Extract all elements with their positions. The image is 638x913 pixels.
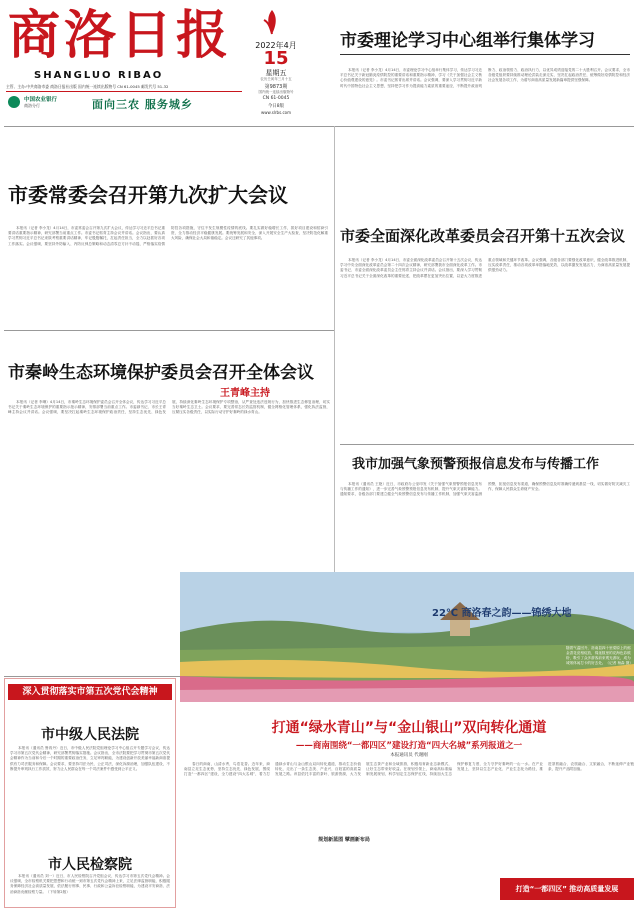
issue-number: 第9873期 (264, 84, 288, 90)
date-line: 2022年4月 (255, 41, 297, 50)
article-headline: 市委理论学习中心组举行集体学习 (340, 31, 595, 51)
feature-photo (180, 572, 634, 702)
article-text: 春日的商南，山清水秀，鸟语花香。近年来，商南县立足生态优势，坚持生态优先、绿色发展，围绕打造“一都四区”建设，全力建设“四大名城”，着力打通绿水青山与金山银山双向转化通道，推动生态价值转化，走出了一条生态美、产业兴、百姓富的高质量发展之路。该县依托丰富的茶叶、旅游资源，大力发展生态茶产业和全域旅游，积极培育新业态新模式，让好生态带来好收益。在规划引领上，商南高标准编制发展规划，科学划定生态保护红线，持续加大生态保护修复力度，全力守护好秦岭的一山一水。在产业发展上，坚持以生态产业化、产业生态化为路径，推进茶旅融合、农旅融合、文旅融合，不断延伸产业链条，提升产品附加值。 (184, 762, 634, 777)
article-text: 本报讯（通讯员 王艳）近日，市政府办公室印发《关于加强气象预警预报信息发布与传播工作的通知》，进一步完善气象预警预报信息发布机制，提升气象灾害防御能力。通知要求，各级各部门要建立健全气象预警信息发布与传播工作机制，加强气象灾害监测预警，拓宽信息发布渠道，确保预警信息及时准确传递到基层一线，切实做好防灾减灾工作，保障人民群众生命财产安全。 (340, 482, 630, 497)
bank-slogan: 面向三农 服务城乡 (92, 98, 193, 111)
article-headline: 市中级人民法院 (41, 727, 139, 743)
bank-sub: 商洛分行 (24, 103, 40, 108)
weekday: 星期五 (265, 69, 287, 77)
issue-line-3: CN 61-0045 (262, 96, 290, 101)
article-body (340, 258, 630, 438)
article-text: 本报讯（通讯员 鲁再丹）近日，市中级人民法院党组理论学习中心组召开专题学习会议，传达学习市第五次党代会精神，研究部署贯彻落实措施。会议指出，全市法院要把学习贯彻市第五次党代会精神作为当前和今后一个时期的重要政治任务，立足审判职能，为建设创新开放美丽幸福新商洛提供有力司法服务和保障。会议要求，要坚持司法为民、公正司法，深化诉源治理，加强队伍建设，不断提升审判执行工作质效，努力让人民群众在每一个司法案件中感受到公平正义。 (10, 746, 170, 771)
day-number: 15 (263, 48, 289, 69)
section-banner: 深入贯彻落实市第五次党代会精神 (8, 684, 172, 700)
newspaper-pinyin: SHANGLUO RIBAO (34, 70, 164, 81)
section-heading: 规划新蓝图 擘画新布局 (318, 837, 370, 843)
headline-bar (340, 54, 630, 55)
article-headline: 市秦岭生态环境保护委员会召开全体会议 (8, 363, 314, 383)
website-link[interactable]: www.slrbs.com (261, 110, 291, 115)
publisher-line: 主管、主办:中共商洛市委 商洛日报社出版 国内统一连续出版物号 CN 61-0045 邮发代号 51-32 (6, 84, 169, 89)
article-body (10, 874, 170, 906)
article-body (8, 226, 328, 324)
article-subhead: 王青峰主持 (220, 388, 270, 399)
masthead-rule (6, 91, 242, 92)
bank-ad (6, 94, 242, 116)
bank-name: 中国农业银行 (24, 97, 58, 103)
article-subhead: ——商南围绕“一都四区”建设打造“四大名城”系列报道之一 (295, 741, 523, 751)
article-body (184, 762, 634, 874)
article-body (340, 482, 630, 562)
article-text: 本报讯（记者 李琳）4月14日，市秦岭生态环境保护委员会召开全体会议，传达学习习近平总书记关于秦岭生态环境保护的重要指示批示精神，安排部署当前重点工作。市委副书记、市长王青峰主持会议并讲话。会议强调，要坚决扛起秦岭生态环境保护政治责任，坚持生态优先、绿色发展，持续深化秦岭生态环境保护专项整治，从严查处违法违规行为，加快推进生态修复治理，切实当好秦岭生态卫士。会议要求，要完善常态长效监管机制，健全网格化管理体系，强化执法监督，压紧压实各级责任，以实际行动守护好秦岭的绿水青山。 (8, 400, 330, 415)
article-body (10, 746, 170, 842)
article-text: 本报讯（记者 李小龙）4月14日，市委全面深化改革委员会召开第十五次会议，传达学习中央全面深化改革委员会第二十四次会议精神，研究部署我市全面深化改革工作。市委书记、市委全面深化改革委员会主任郭青主持会议并讲话。会议指出，要深入学习贯彻习近平总书记关于全面深化改革的重要论述，把改革摆在更加突出位置，以更大力度推进重点领域和关键环节改革。会议强调，各级各部门要强化改革意识，健全改革推进机制，压实改革责任，推动各项改革举措落地见效，以改革激发发展活力，为商洛高质量发展提供强劲动力。 (340, 258, 630, 278)
article-text: 本报讯（记者 李小龙）4月14日，市委常委会召开第九次扩大会议，传达学习习近平总书记重要讲话重要指示精神，研究部署当前重点工作。市委书记郭青主持会议并讲话。会议指出，要认真学习贯彻习近平总书记来陕考察重要讲话精神，牢记殷殷嘱托，扛起责任担当，全力以赴抓好各项工作落实。会议强调，要坚持外防输入、内防反弹总策略和动态清零总方针不动摇，严格落实疫情防控各项措施，守住不发生规模性疫情的底线。要扎实做好稳增长工作，抓好项目建设和招商引资，全力推动经济平稳健康发展。要统筹发展和安全，深入开展安全生产大检查，坚决防范化解重大风险，确保社会大局和谐稳定。会议还研究了其他事项。 (8, 226, 328, 246)
photo-note: 随着气温回升，洛南县四十里梁原上的郁金香花竞相绽放，绵延数里的花海色彩缤纷，吸引了众多游客前来观光游玩，成为城郊休闲打卡的好去处。（记者 杨森 摄） (566, 646, 633, 665)
newspaper-emblem-icon (258, 8, 286, 36)
article-headline: 市人民检察院 (48, 857, 132, 873)
photo-caption: 22℃ 商洛春之韵——锦绣大地 (432, 608, 572, 619)
article-headline: 市委常委会召开第九次扩大会议 (8, 183, 288, 207)
article-byline: 本报通讯员 代谢刚 (390, 753, 428, 758)
article-headline: 市委全面深化改革委员会召开第十五次会议 (340, 227, 626, 245)
issue-line-4: 今日8版 (267, 104, 285, 109)
divider (340, 444, 634, 445)
issue-line-2: 国内统一连续出版物号 (258, 90, 294, 94)
article-headline: 打通“绿水青山”与“金山银山”双向转化通道 (271, 720, 547, 736)
article-text: 本报讯（通讯员 刘一）近日，市人民检察院召开党组会议，传达学习市第五次党代会精神。会议强调，全市检察机关要把思想和行动统一到市第五次党代会精神上来，立足法律监督职能，积极服务保障经济社会高质量发展，依法履行刑事、民事、行政和公益诉讼检察职能，为建设平安商洛、法治商洛贡献检察力量。（下转第2版） (10, 874, 170, 894)
article-body (340, 68, 630, 223)
side-banner: 打造“一都四区” 推动高质量发展 (500, 878, 634, 900)
lunar-date: 农历壬寅年三月十五 (260, 77, 292, 81)
article-text: 本报讯（记者 李小龙）4月14日，市委理论学习中心组举行集体学习，传达学习习近平总书记关于新冠肺炎疫情防控的重要讲话和重要指示精神，学习《关于加强社会主义核心价值观建设的意见》。市委书记郭青出席并讲话。会议强调，要深入学习贯彻习近平新时代中国特色社会主义思想，坚持把学习作为提高能力素质的重要途径，不断提升政治判断力、政治领悟力、政治执行力，以优异成绩迎接党的二十大胜利召开。会议要求，全市各级党组织要持续推动理论武装走深走实，坚决扛起政治责任，统筹做好疫情防控和经济社会发展各项工作，为谱写商洛高质量发展新篇章提供坚强保障。 (340, 68, 630, 88)
newspaper-logo: 商洛日报 (8, 5, 233, 66)
divider (4, 330, 334, 331)
divider (4, 126, 634, 127)
article-headline: 我市加强气象预警预报信息发布与传播工作 (352, 457, 600, 472)
bank-logo-icon (8, 96, 20, 108)
